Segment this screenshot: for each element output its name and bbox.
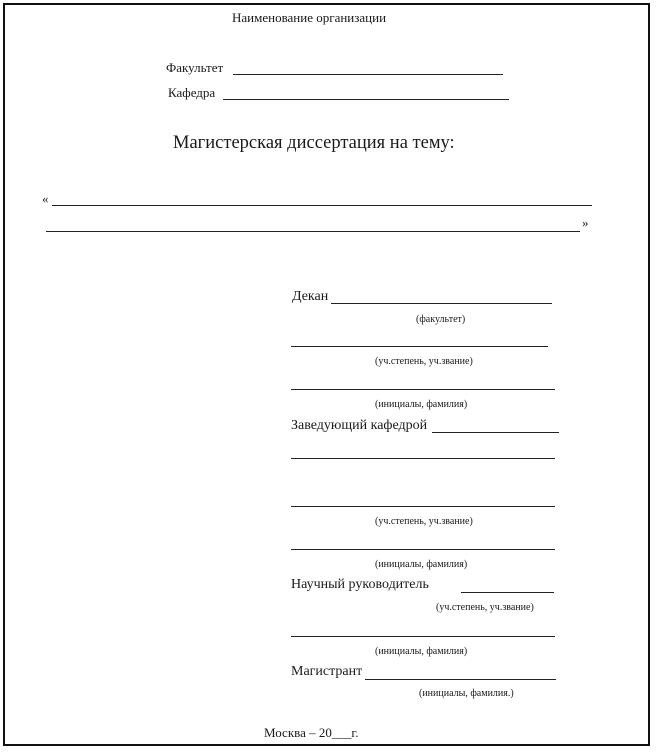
supervisor-caption-degree: (уч.степень, уч.звание) xyxy=(436,602,534,613)
dean-name-line xyxy=(291,389,555,390)
student-line xyxy=(365,679,556,680)
supervisor-line xyxy=(461,592,554,593)
department-label: Кафедра xyxy=(168,85,216,100)
head-of-department-name-line xyxy=(291,549,555,550)
dean-caption-name: (инициалы, фамилия) xyxy=(375,399,468,410)
dean-label: Декан xyxy=(292,289,329,304)
dean-caption-faculty: (факультет) xyxy=(416,314,466,325)
head-of-department-label: Заведующий кафедрой xyxy=(291,418,428,433)
faculty-line xyxy=(233,74,503,75)
topic-line-2 xyxy=(46,231,580,232)
head-caption-name: (инициалы, фамилия) xyxy=(375,559,468,570)
dean-caption-degree: (уч.степень, уч.звание) xyxy=(375,356,473,367)
quote-open: « xyxy=(42,191,49,206)
student-label: Магистрант xyxy=(291,664,363,679)
head-of-department-line xyxy=(432,432,559,433)
dean-degree-line xyxy=(291,346,548,347)
topic-line-1 xyxy=(52,205,592,206)
supervisor-name-line xyxy=(291,636,555,637)
student-caption-name: (инициалы, фамилия.) xyxy=(419,688,514,699)
head-of-department-degree-line xyxy=(291,506,555,507)
page-frame xyxy=(3,3,650,746)
city-year: Москва – 20___г. xyxy=(264,725,359,740)
organization-name: Наименование организации xyxy=(232,10,387,25)
dean-line xyxy=(331,303,552,304)
faculty-label: Факультет xyxy=(166,60,224,75)
thesis-title: Магистерская диссертация на тему: xyxy=(173,133,455,153)
department-line xyxy=(223,99,509,100)
supervisor-label: Научный руководитель xyxy=(291,577,429,592)
quote-close: » xyxy=(582,215,589,230)
supervisor-caption-name: (инициалы, фамилия) xyxy=(375,646,468,657)
head-caption-degree: (уч.степень, уч.звание) xyxy=(375,516,473,527)
head-of-department-line-2 xyxy=(291,458,555,459)
